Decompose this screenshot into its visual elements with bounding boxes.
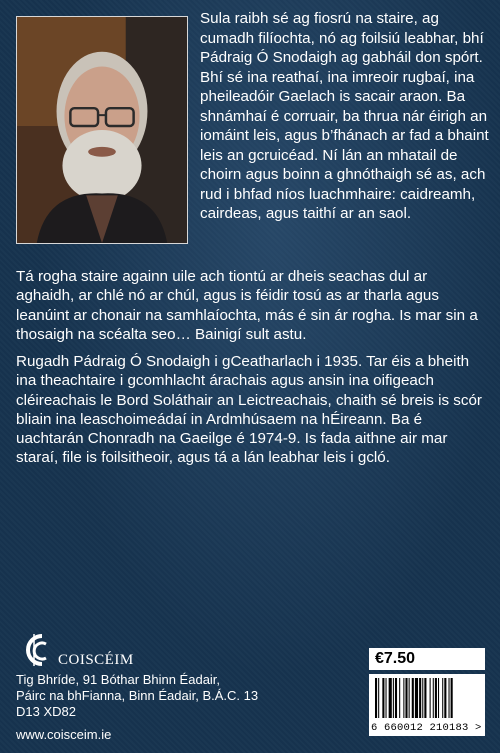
barcode-bar <box>433 678 434 718</box>
barcode-bar <box>386 678 387 718</box>
price-label <box>369 648 485 670</box>
author-portrait-image <box>17 17 187 243</box>
author-bio-intro: Sula raibh sé ag fiosrú na staire, ag cumadh filíochta, nó ag foilsiú leabhar, bhí Pádraig Ó Snodaigh ag gabháil don spórt. Bhí sé ina reathaí, ina imreoir rugbaí, ina pheileadóir Gaelach is sacair araon. Ba shnámhaí é corruair, ba thrua nár éirigh an iomáint leis, agus b’fhánach ar fad a bhaint leis an gcruicéad. Ní lán an mhatail de choirn agus boinn a ghnóthaigh sé as, ach rud i bhfad níos luachmhaire: caidreamh, cairdeas, agus taithí ar an saol. <box>200 10 489 222</box>
barcode-bar <box>430 678 431 718</box>
coisceim-logo-icon <box>16 630 56 670</box>
publisher-website-link[interactable]: www.coisceim.ie <box>16 726 112 742</box>
address-line-1: Tig Bhríde, 91 Bóthar Bhinn Éadair, <box>16 672 221 687</box>
barcode-bar <box>444 678 446 718</box>
barcode-bar <box>422 678 423 718</box>
barcode-bars <box>369 674 485 720</box>
barcode-bar <box>405 678 407 718</box>
blurb-paragraph: Tá rogha staire againn uile ach tiontú ar dheis seachas dul ar aghaidh, ar chlé nó ar chúl, agus is féidir tosú as ar tharla agus leanúint ar chonair na samhlaíochta, más é sin ár rogha. Is mar sin a thosaigh na scéalta seo… Bainigí sult astu. <box>16 268 478 343</box>
barcode <box>369 674 485 736</box>
barcode-bar <box>395 678 397 718</box>
barcode-bar <box>415 678 418 718</box>
publisher-block <box>16 630 326 743</box>
publisher-logo-text: COISCÉIM <box>58 651 134 668</box>
price-value: €7.50 <box>375 650 416 667</box>
address-line-3: D13 XD82 <box>16 704 76 720</box>
barcode-bar <box>424 678 426 718</box>
barcode-bar <box>442 678 443 718</box>
barcode-bar <box>451 678 453 718</box>
barcode-bar <box>375 678 377 718</box>
barcode-bar <box>389 678 392 718</box>
barcode-bar <box>409 678 410 718</box>
publisher-logo <box>16 630 326 670</box>
author-biography-paragraph: Rugadh Pádraig Ó Snodaigh i gCeatharlach i 1935. Tar éis a bheith ina theachtaire i gcomhlacht árachais agus ansin ina oifigeach cléireachais le Bord Soláthair an Leictreachais, chaith sé breis is scór bliain ina leaschoimeádaí in Ardmhúsaem na hÉireann. Ba é uachtarán Chonradh na Gaeilge é 1974-9. Is fada aithne air mar staraí, file is foilsitheoir, agus tá a lán leabhar leis i gcló. <box>16 353 482 467</box>
barcode-bar <box>438 678 439 718</box>
barcode-bar <box>403 678 404 718</box>
barcode-bar <box>435 678 437 718</box>
barcode-number: 6 660012 210183 > <box>371 722 482 734</box>
barcode-bar <box>399 678 400 718</box>
barcode-bar <box>393 678 394 718</box>
barcode-bar <box>449 678 450 718</box>
address-line-2: Páirc na bhFianna, Binn Éadair, B.Á.C. 13 <box>16 688 259 704</box>
barcode-bar <box>412 678 414 718</box>
author-photo <box>16 16 188 244</box>
barcode-bar <box>378 678 379 718</box>
barcode-bar <box>419 678 421 718</box>
barcode-bar <box>382 678 384 718</box>
